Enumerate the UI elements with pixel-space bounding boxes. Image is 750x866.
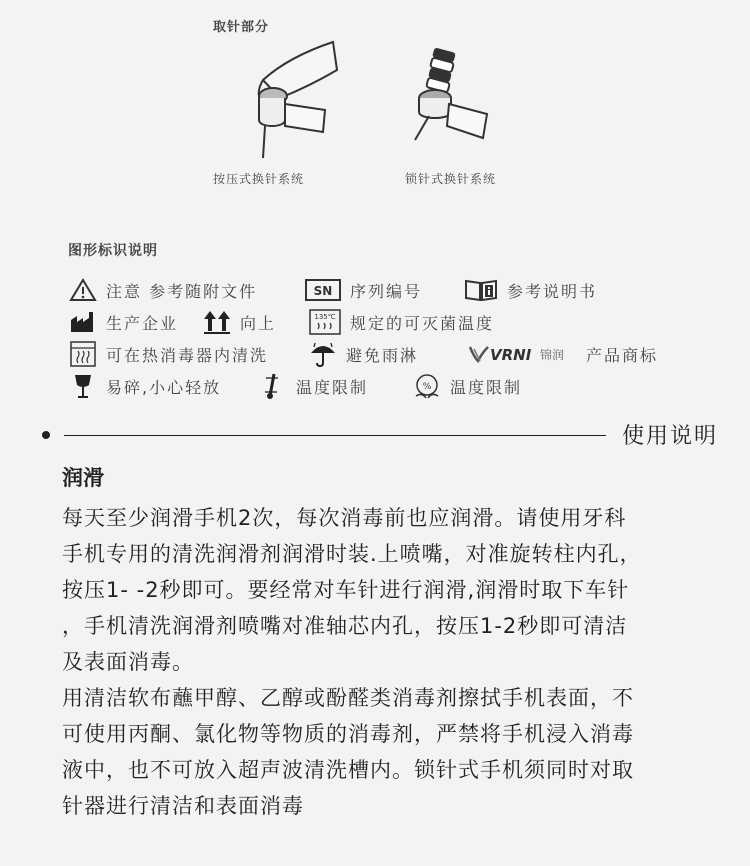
- legend-item-this-way-up: 向上: [202, 308, 276, 336]
- cleaning-paragraph: [62, 680, 702, 824]
- umbrella-icon: [308, 341, 338, 367]
- info-book-icon: [463, 277, 499, 303]
- thermometer-icon: [258, 373, 288, 399]
- legend-item-temp-limit-1: 温度限制: [258, 372, 368, 400]
- paragraph-line: 针器进行清洁和表面消毒: [62, 794, 304, 818]
- sterilize-temperature-icon: [308, 309, 342, 335]
- paragraph-line: ，手机清洗润滑剂喷嘴对准轴芯内孔，按压1-2秒即可清洁: [62, 614, 628, 638]
- humidity-limit-icon: [412, 373, 442, 399]
- legend-item-sterilize-temp: 135℃ 规定的可灭菌温度: [308, 308, 494, 336]
- paragraph-line: 及表面消毒。: [62, 650, 194, 674]
- push-button-handpiece-illustration: [245, 40, 345, 160]
- paragraph-line: 手机专用的清洗润滑剂润滑时装.上喷嘴，对准旋转柱内孔，: [62, 542, 642, 566]
- lock-pin-handpiece-illustration: [405, 40, 495, 160]
- svg-text:VRNI: VRNI: [490, 346, 532, 364]
- legend-row-2: [68, 308, 688, 338]
- paragraph-line: 液中，也不可放入超声波清洗槽内。锁针式手机须同时对取: [62, 758, 634, 782]
- legend-item-serial: SN 序列编号: [304, 276, 422, 304]
- legend-row-3: [68, 340, 688, 370]
- legend-item-thermal-disinfector: 可在热消毒器内清洗: [68, 340, 268, 368]
- divider-line: [64, 435, 606, 436]
- paragraph-line: 按压1- -2秒即可。要经常对车针进行润滑,润滑时取下车针: [62, 578, 630, 602]
- svg-text:135℃: 135℃: [314, 313, 336, 321]
- factory-icon: [68, 309, 98, 335]
- legend-item-temp-limit-2: % 温度限制: [412, 372, 522, 400]
- legend-item-manual: 参考说明书: [463, 276, 597, 304]
- legend-item-trademark: VRNI 锦润 产品商标: [468, 340, 658, 368]
- warning-triangle-icon: [68, 277, 98, 303]
- legend-item-caution: 注意 参考随附文件: [68, 276, 257, 304]
- svg-text:锦润: 锦润: [540, 348, 565, 362]
- caption-lock-system: 锁针式换针系统: [405, 172, 497, 186]
- section-heading-usage: 使用说明: [622, 424, 719, 449]
- fragile-glass-icon: [68, 373, 98, 399]
- legend-item-fragile: 易碎,小心轻放: [68, 372, 221, 400]
- paragraph-line: 用清洁软布蘸甲醇、乙醇或酚醛类消毒剂擦拭手机表面，不: [62, 686, 634, 710]
- lubrication-title: 润滑: [62, 466, 104, 490]
- caption-push-system: 按压式换针系统: [213, 172, 305, 186]
- serial-number-icon: [304, 277, 342, 303]
- thermal-disinfector-icon: [68, 341, 98, 367]
- svg-text:%: %: [422, 382, 432, 392]
- svg-text:SN: SN: [313, 284, 333, 298]
- lubrication-paragraph: [62, 500, 702, 680]
- divider-bullet: [42, 431, 50, 439]
- legend-item-keep-dry: 避免雨淋: [308, 340, 418, 368]
- brand-logo: [468, 341, 580, 367]
- paragraph-line: 每天至少润滑手机2次，每次消毒前也应润滑。请使用牙科: [62, 506, 627, 530]
- extract-section-title: 取针部分: [213, 20, 270, 35]
- paragraph-line: 可使用丙酮、氯化物等物质的消毒剂，严禁将手机浸入消毒: [62, 722, 634, 746]
- legend-row-4: [68, 372, 688, 402]
- product-illustration-area: [0, 0, 750, 410]
- legend-row-1: [68, 276, 688, 306]
- legend-item-manufacturer: 生产企业: [68, 308, 178, 336]
- legend-title: 图形标识说明: [68, 243, 158, 259]
- arrows-up-icon: [202, 309, 232, 335]
